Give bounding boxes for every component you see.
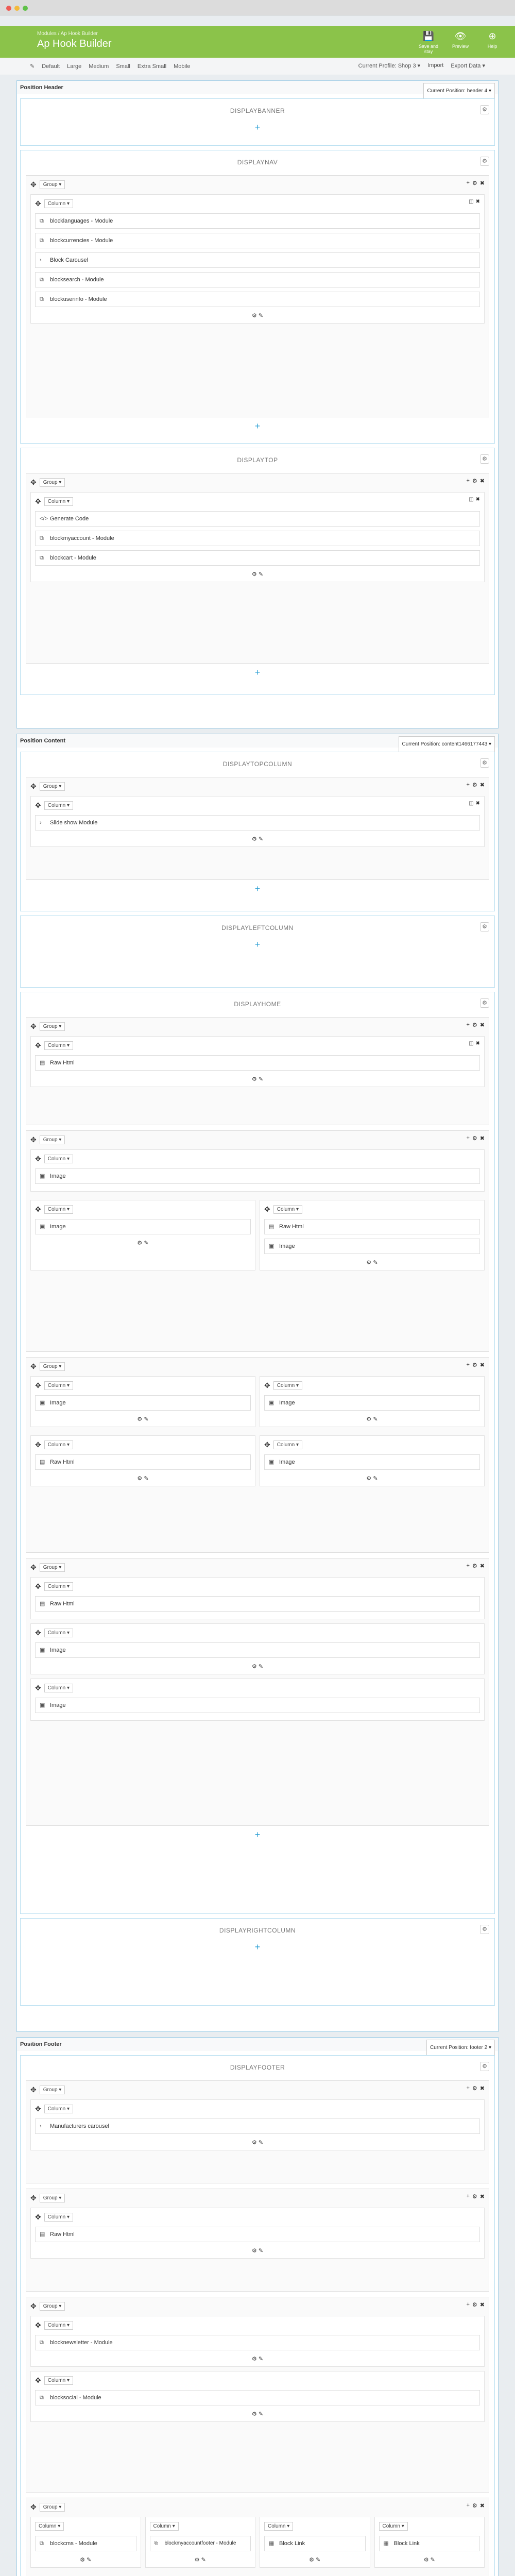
html-icon: ▤ [40, 2231, 45, 2238]
column-select[interactable]: Column ▾ [44, 801, 73, 810]
column-actions[interactable]: ⚙ ✎ [309, 2557, 321, 2563]
save-icon: 💾 [422, 31, 435, 41]
column-actions[interactable]: ⚙ ✎ [251, 836, 264, 842]
column [30, 2371, 485, 2422]
module-item[interactable]: ⧉ blockcms - Module [35, 2536, 136, 2551]
column [30, 492, 485, 582]
position-header [16, 80, 499, 728]
column [30, 1679, 485, 1721]
column-select[interactable]: Column ▾ [35, 2522, 64, 2531]
module-item[interactable]: ▤ Raw Html [264, 1219, 480, 1234]
column-select[interactable]: Column ▾ [379, 2522, 408, 2531]
column [260, 1200, 485, 1270]
delete-icon[interactable]: ✖ [479, 2302, 485, 2308]
column-actions[interactable]: ⚙ ✎ [251, 2356, 264, 2362]
column-select[interactable]: Column ▾ [44, 199, 73, 208]
chevron-icon: › [40, 2123, 42, 2129]
position-title: Position Header [20, 84, 63, 91]
delete-icon[interactable]: ✖ [475, 801, 480, 806]
pen-icon[interactable]: ✎ [30, 63, 35, 70]
column [30, 2316, 485, 2367]
hook-displayleftcolumn: DISPLAYLEFTCOLUMN ⚙ + [20, 916, 495, 988]
module-icon: ⧉ [40, 555, 44, 561]
module-item[interactable]: › Block Carousel [35, 252, 480, 268]
add-column-icon[interactable]: + [466, 180, 470, 186]
image-icon: ▣ [269, 1459, 274, 1465]
group-select[interactable]: Group ▾ [40, 2194, 65, 2202]
code-icon: </> [40, 516, 48, 522]
module-icon: ⧉ [40, 2340, 44, 2346]
module-item[interactable]: </> Generate Code [35, 511, 480, 527]
delete-icon[interactable]: ✖ [479, 1362, 485, 1368]
add-group-button[interactable]: + [254, 421, 261, 431]
group-select[interactable]: Group ▾ [40, 1362, 65, 1371]
column-actions[interactable]: ⚙ ✎ [366, 1476, 378, 1482]
column [260, 1376, 485, 1427]
breadcrumb: Modules / Ap Hook Builder [37, 31, 98, 37]
html-icon: ▤ [40, 1459, 45, 1465]
help-icon: ⊕ [488, 31, 496, 41]
group [26, 2189, 489, 2292]
delete-icon[interactable]: ✖ [475, 497, 480, 502]
column-actions[interactable]: ⚙ ✎ [366, 1416, 378, 1422]
column [260, 2517, 370, 2568]
image-icon: ▣ [40, 1173, 45, 1179]
delete-icon[interactable]: ✖ [479, 1022, 485, 1028]
column [30, 1036, 485, 1087]
delete-icon[interactable]: ✖ [479, 2194, 485, 2200]
add-column-icon[interactable]: + [466, 782, 470, 788]
group [26, 1558, 489, 1826]
module-icon: ⧉ [40, 218, 44, 224]
html-icon: ▤ [40, 1601, 45, 1607]
column-select[interactable]: Column ▾ [264, 2522, 293, 2531]
column-select[interactable]: Column ▾ [44, 1684, 73, 1692]
settings-icon[interactable]: ⚙ [472, 2194, 477, 2200]
width-icon[interactable]: ◫ [469, 801, 474, 806]
position-content [16, 734, 499, 2032]
module-item[interactable]: ▤ Raw Html [35, 1055, 480, 1071]
group-select[interactable]: Group ▾ [40, 1563, 65, 1572]
settings-icon[interactable]: ⚙ [472, 478, 477, 484]
module-item[interactable]: ⧉ blockuserinfo - Module [35, 292, 480, 307]
module-item[interactable]: › Slide show Module [35, 815, 480, 831]
image-icon: ▣ [40, 1647, 45, 1653]
group-select[interactable]: Group ▾ [40, 2503, 65, 2512]
column-actions[interactable]: ⚙ ✎ [137, 1416, 149, 1422]
device-mobile[interactable]: Mobile [174, 63, 191, 70]
move-icon[interactable]: ✥ [30, 2301, 37, 2310]
column [30, 1149, 485, 1192]
group-select[interactable]: Group ▾ [40, 1022, 65, 1031]
gear-icon[interactable]: ⚙ [480, 105, 489, 114]
add-column-icon[interactable]: + [466, 1563, 470, 1569]
add-column-icon[interactable]: + [466, 2502, 470, 2509]
minimize-dot[interactable] [14, 6, 20, 11]
move-icon[interactable]: ✥ [30, 1362, 37, 1370]
column-actions[interactable]: ⚙ ✎ [251, 571, 264, 578]
column-select[interactable]: Column ▾ [273, 1440, 302, 1449]
module-item[interactable]: ▣ Image [264, 1239, 480, 1254]
module-icon: ⧉ [40, 238, 44, 244]
column-select[interactable]: Column ▾ [44, 1582, 73, 1591]
column-actions[interactable]: ⚙ ✎ [194, 2557, 206, 2563]
module-icon: ⧉ [40, 296, 44, 302]
device-large[interactable]: Large [67, 63, 82, 70]
move-icon[interactable]: ✥ [30, 180, 37, 189]
column-select[interactable]: Column ▾ [150, 2522, 179, 2531]
column-select[interactable]: Column ▾ [44, 1381, 73, 1390]
column [145, 2517, 256, 2568]
add-column-icon[interactable]: + [466, 2085, 470, 2091]
module-item[interactable]: ⧉ blockmyaccountfooter - Module [150, 2536, 251, 2551]
hook-displaytopcolumn: DISPLAYTOPCOLUMN ⚙ ✥ Group ▾ + ⚙ ✖ ✥ Column ▾ ◫ ✖ › Slide show Module ⚙ ✎ + [20, 752, 495, 911]
add-group-button[interactable]: + [254, 1829, 261, 1840]
add-group-button[interactable]: + [254, 939, 261, 950]
hook-displayfooter: DISPLAYFOOTER ⚙ ✥ Group ▾ + ⚙ ✖ ✥ Column ▾ › Manufacturers carousel ⚙ ✎ ✥ Group ▾ + ⚙ ✖ ✥ Column ▾ ▤ Raw Html ⚙ ✎ ✥ Group ▾ + ⚙ ✖ ✥ Column ▾ ⧉ blocknewsletter - Module ⚙ ✎ ✥ Column ▾ ⧉ blocksocial - Module ⚙ ✎ ✥ Group ▾ + ⚙ ✖ Column ▾ ⧉ blockcms - Module ⚙ ✎ Column ▾ ⧉ blockmyaccountfooter - Module ⚙ ✎ Column ▾ ▦ Block Link ⚙ ✎ Column ▾ ▦ Block Link ⚙ ✎ [20, 2055, 495, 2576]
delete-icon[interactable]: ✖ [475, 199, 480, 205]
column-select[interactable]: Column ▾ [273, 1205, 302, 1214]
html-icon: ▤ [269, 1224, 274, 1230]
image-icon: ▣ [40, 1702, 45, 1708]
column [374, 2517, 485, 2568]
module-icon: ⧉ [40, 277, 44, 283]
move-icon[interactable]: ✥ [35, 2212, 41, 2221]
module-icon: ⧉ [40, 535, 44, 541]
add-column-icon[interactable]: + [466, 1135, 470, 1141]
column-select[interactable]: Column ▾ [44, 2321, 73, 2330]
group-select[interactable]: Group ▾ [40, 782, 65, 791]
column-select[interactable]: Column ▾ [44, 1155, 73, 1163]
column-actions[interactable]: ⚙ ✎ [137, 1476, 149, 1482]
settings-icon[interactable]: ⚙ [472, 1362, 477, 1368]
column [30, 1435, 255, 1486]
move-icon[interactable]: ✥ [35, 1440, 41, 1449]
image-icon: ▣ [40, 1400, 45, 1406]
group [26, 1357, 489, 1553]
move-icon[interactable]: ✥ [35, 199, 41, 208]
width-icon[interactable]: ◫ [469, 497, 474, 502]
page-header [0, 26, 515, 58]
module-item[interactable]: ⧉ blocksocial - Module [35, 2390, 480, 2405]
help-button[interactable]: ⊕ Help [479, 30, 506, 54]
maximize-dot[interactable] [23, 6, 28, 11]
column-select[interactable]: Column ▾ [44, 2376, 73, 2385]
hook-displaynav: DISPLAYNAV ⚙ ✥ Group ▾ + ⚙ ✖ ✥ Column ▾ ◫ ✖ ⧉ blocklanguages - Module ⧉ blockcurrencies - Module › Block Carousel ⧉ blocksearch - Module ⧉ blockuserinfo - Module ⚙ ✎ + [20, 150, 495, 444]
settings-icon[interactable]: ⚙ [472, 782, 477, 788]
move-icon[interactable]: ✥ [30, 1022, 37, 1030]
chevron-icon: › [40, 257, 42, 263]
add-column-icon[interactable]: + [466, 2193, 470, 2199]
link-icon: ▦ [269, 2540, 274, 2547]
column-actions[interactable]: ⚙ ✎ [80, 2557, 92, 2563]
column [30, 2208, 485, 2259]
move-icon[interactable]: ✥ [35, 1683, 41, 1692]
module-item[interactable]: › Manufacturers carousel [35, 2119, 480, 2134]
column-actions[interactable]: ⚙ ✎ [423, 2557, 435, 2563]
move-icon[interactable]: ✥ [264, 1381, 270, 1389]
gear-icon[interactable]: ⚙ [480, 758, 489, 768]
column [30, 2099, 485, 2150]
gear-icon[interactable]: ⚙ [480, 998, 489, 1008]
module-item[interactable]: ▤ Raw Html [35, 1454, 251, 1470]
column-actions[interactable]: ⚙ ✎ [251, 2140, 264, 2146]
settings-icon[interactable]: ⚙ [472, 1022, 477, 1028]
move-icon[interactable]: ✥ [264, 1205, 270, 1213]
module-item[interactable]: ▦ Block Link [379, 2536, 480, 2551]
column [30, 2517, 141, 2568]
group-select[interactable]: Group ▾ [40, 1136, 65, 1144]
module-item[interactable]: ⧉ blocklanguages - Module [35, 213, 480, 229]
module-item[interactable]: ▣ Image [35, 1642, 480, 1658]
column-select[interactable]: Column ▾ [44, 1440, 73, 1449]
add-group-button[interactable]: + [254, 122, 261, 132]
group-select[interactable]: Group ▾ [40, 180, 65, 189]
gear-icon[interactable]: ⚙ [480, 1925, 489, 1934]
preview-button[interactable]: 👁 Preview [452, 31, 469, 49]
import-button[interactable]: Import [427, 62, 444, 69]
module-item[interactable]: ⧉ blocksearch - Module [35, 272, 480, 287]
column-actions[interactable]: ⚙ ✎ [251, 1076, 264, 1082]
module-item[interactable]: ▣ Image [264, 1395, 480, 1411]
column [30, 1376, 255, 1427]
delete-icon[interactable]: ✖ [479, 478, 485, 484]
group [26, 2297, 489, 2493]
add-column-icon[interactable]: + [466, 1022, 470, 1028]
module-item[interactable]: ▣ Image [264, 1454, 480, 1470]
gear-icon[interactable]: ⚙ [480, 454, 489, 464]
move-icon[interactable]: ✥ [35, 1628, 41, 1637]
module-item[interactable]: ⧉ blocknewsletter - Module [35, 2335, 480, 2350]
delete-icon[interactable]: ✖ [479, 1136, 485, 1142]
column-actions[interactable]: ⚙ ✎ [366, 1260, 378, 1266]
group [26, 2498, 489, 2576]
position-select[interactable]: Current Position: content1466177443 ▾ [399, 736, 495, 753]
column-actions[interactable]: ⚙ ✎ [251, 1664, 264, 1670]
module-item[interactable]: ⧉ blockcurrencies - Module [35, 233, 480, 248]
position-select[interactable]: Current Position: header 4 ▾ [423, 83, 495, 99]
group [26, 777, 489, 880]
column [30, 796, 485, 847]
column-actions[interactable]: ⚙ ✎ [251, 313, 264, 319]
group [26, 473, 489, 664]
delete-icon[interactable]: ✖ [475, 1041, 480, 1046]
move-icon[interactable]: ✥ [35, 1041, 41, 1049]
position-title: Position Content [20, 738, 65, 744]
module-item[interactable]: ⧉ blockmyaccount - Module [35, 531, 480, 546]
move-icon[interactable]: ✥ [264, 1440, 270, 1449]
export-button[interactable]: Export Data ▾ [451, 63, 485, 69]
add-column-icon[interactable]: + [466, 478, 470, 484]
move-icon[interactable]: ✥ [30, 2085, 37, 2094]
page-title: Ap Hook Builder [37, 38, 112, 49]
module-item[interactable]: ▣ Image [35, 1168, 480, 1184]
position-title: Position Footer [20, 2041, 62, 2047]
move-icon[interactable]: ✥ [30, 2193, 37, 2202]
hook-displayrightcolumn: DISPLAYRIGHTCOLUMN ⚙ + [20, 1918, 495, 2006]
group [26, 175, 489, 417]
module-item[interactable]: ▣ Image [35, 1395, 251, 1411]
settings-icon[interactable]: ⚙ [472, 2503, 477, 2509]
column-select[interactable]: Column ▾ [273, 1381, 302, 1390]
move-icon[interactable]: ✥ [35, 2376, 41, 2384]
settings-icon[interactable]: ⚙ [472, 1136, 477, 1142]
hook-displaybanner: DISPLAYBANNER ⚙ + [20, 98, 495, 146]
module-item[interactable]: ▣ Image [35, 1219, 251, 1234]
toolbar [0, 58, 515, 75]
move-icon[interactable]: ✥ [30, 1563, 37, 1571]
position-select[interactable]: Current Position: footer 2 ▾ [426, 2040, 495, 2056]
settings-icon[interactable]: ⚙ [472, 2086, 477, 2092]
browser-chrome [0, 0, 515, 15]
group [26, 1017, 489, 1125]
column-select[interactable]: Column ▾ [44, 1629, 73, 1637]
move-icon[interactable]: ✥ [30, 782, 37, 790]
column-select[interactable]: Column ▾ [44, 497, 73, 506]
module-item[interactable]: ▦ Block Link [264, 2536, 366, 2551]
eye-icon: 👁 [454, 31, 467, 41]
move-icon[interactable]: ✥ [30, 2502, 37, 2511]
delete-icon[interactable]: ✖ [479, 180, 485, 187]
column [30, 1577, 485, 1619]
group [26, 2080, 489, 2183]
group-select[interactable]: Group ▾ [40, 478, 65, 487]
delete-icon[interactable]: ✖ [479, 1563, 485, 1569]
column-actions[interactable]: ⚙ ✎ [137, 1240, 149, 1246]
device-small[interactable]: Small [116, 63, 130, 70]
column-select[interactable]: Column ▾ [44, 2105, 73, 2113]
column-select[interactable]: Column ▾ [44, 1041, 73, 1050]
move-icon[interactable]: ✥ [35, 1582, 41, 1590]
column [260, 1435, 485, 1486]
settings-icon[interactable]: ⚙ [472, 1563, 477, 1569]
module-item[interactable]: ⧉ blockcart - Module [35, 550, 480, 566]
gear-icon[interactable]: ⚙ [480, 2062, 489, 2071]
group-select[interactable]: Group ▾ [40, 2302, 65, 2311]
group-select[interactable]: Group ▾ [40, 2086, 65, 2094]
width-icon[interactable]: ◫ [469, 199, 474, 205]
column-select[interactable]: Column ▾ [44, 2213, 73, 2222]
column [30, 1623, 485, 1674]
column [30, 194, 485, 324]
move-icon[interactable]: ✥ [35, 801, 41, 809]
add-group-button[interactable]: + [254, 667, 261, 677]
hook-displayhome: DISPLAYHOME ⚙ ✥ Group ▾ + ⚙ ✖ ✥ Column ▾ ◫ ✖ ▤ Raw Html ⚙ ✎ ✥ Group ▾ + ⚙ ✖ ✥ Column ▾ ▣ Image ✥ Column ▾ ▣ Image ⚙ ✎ ✥ Column ▾ ▤ Raw Html ▣ Image ⚙ ✎ ✥ Group ▾ + ⚙ ✖ ✥ Column ▾ ▣ Image ⚙ ✎ ✥ Column ▾ ▣ Image ⚙ ✎ ✥ Column ▾ ▤ Raw Html ⚙ ✎ ✥ Column ▾ ▣ Image ⚙ ✎ ✥ Group ▾ + ⚙ ✖ ✥ Column ▾ ▤ Raw Html ✥ Column ▾ ▣ Image ⚙ ✎ ✥ Column ▾ ▣ Image + [20, 992, 495, 1914]
module-item[interactable]: ▤ Raw Html [35, 2227, 480, 2242]
html-icon: ▤ [40, 1060, 45, 1066]
move-icon[interactable]: ✥ [35, 2104, 41, 2113]
module-icon: ⧉ [40, 2540, 44, 2547]
move-icon[interactable]: ✥ [35, 1381, 41, 1389]
position-footer [16, 2037, 499, 2576]
move-icon[interactable]: ✥ [35, 497, 41, 505]
module-item[interactable]: ▤ Raw Html [35, 1596, 480, 1612]
delete-icon[interactable]: ✖ [479, 782, 485, 788]
module-item[interactable]: ▣ Image [35, 1698, 480, 1713]
move-icon[interactable]: ✥ [35, 1205, 41, 1213]
module-icon: ⧉ [40, 2395, 44, 2401]
width-icon[interactable]: ◫ [469, 1041, 474, 1046]
column [30, 1200, 255, 1270]
gear-icon[interactable]: ⚙ [480, 922, 489, 931]
close-dot[interactable] [6, 6, 11, 11]
move-icon[interactable]: ✥ [30, 1135, 37, 1144]
chevron-icon: › [40, 820, 42, 826]
device-default[interactable]: Default [42, 63, 60, 70]
link-icon: ▦ [383, 2540, 389, 2547]
settings-icon[interactable]: ⚙ [472, 2302, 477, 2308]
move-icon[interactable]: ✥ [30, 478, 37, 486]
add-group-button[interactable]: + [254, 884, 261, 894]
add-column-icon[interactable]: + [466, 1362, 470, 1368]
move-icon[interactable]: ✥ [35, 2320, 41, 2329]
device-medium[interactable]: Medium [89, 63, 109, 70]
image-icon: ▣ [40, 1224, 45, 1230]
hook-displaytop: DISPLAYTOP ⚙ ✥ Group ▾ + ⚙ ✖ ✥ Column ▾ ◫ ✖ </> Generate Code ⧉ blockmyaccount - Module ⧉ blockcart - Module ⚙ ✎ + [20, 448, 495, 695]
settings-icon[interactable]: ⚙ [472, 180, 477, 187]
image-icon: ▣ [269, 1400, 274, 1406]
image-icon: ▣ [269, 1243, 274, 1249]
group [26, 1130, 489, 1352]
delete-icon[interactable]: ✖ [479, 2086, 485, 2092]
column-select[interactable]: Column ▾ [44, 1205, 73, 1214]
profile-select[interactable]: Current Profile: Shop 3 ▾ [358, 63, 421, 69]
add-column-icon[interactable]: + [466, 2301, 470, 2308]
gear-icon[interactable]: ⚙ [480, 157, 489, 166]
add-group-button[interactable]: + [254, 1942, 261, 1952]
move-icon[interactable]: ✥ [35, 1154, 41, 1163]
column-actions[interactable]: ⚙ ✎ [251, 2248, 264, 2254]
delete-icon[interactable]: ✖ [479, 2503, 485, 2509]
save-and-stay-button[interactable]: 💾 Save and stay [418, 31, 439, 54]
column-actions[interactable]: ⚙ ✎ [251, 2411, 264, 2417]
module-icon: ⧉ [154, 2540, 158, 2546]
device-extra-small[interactable]: Extra Small [137, 63, 167, 70]
